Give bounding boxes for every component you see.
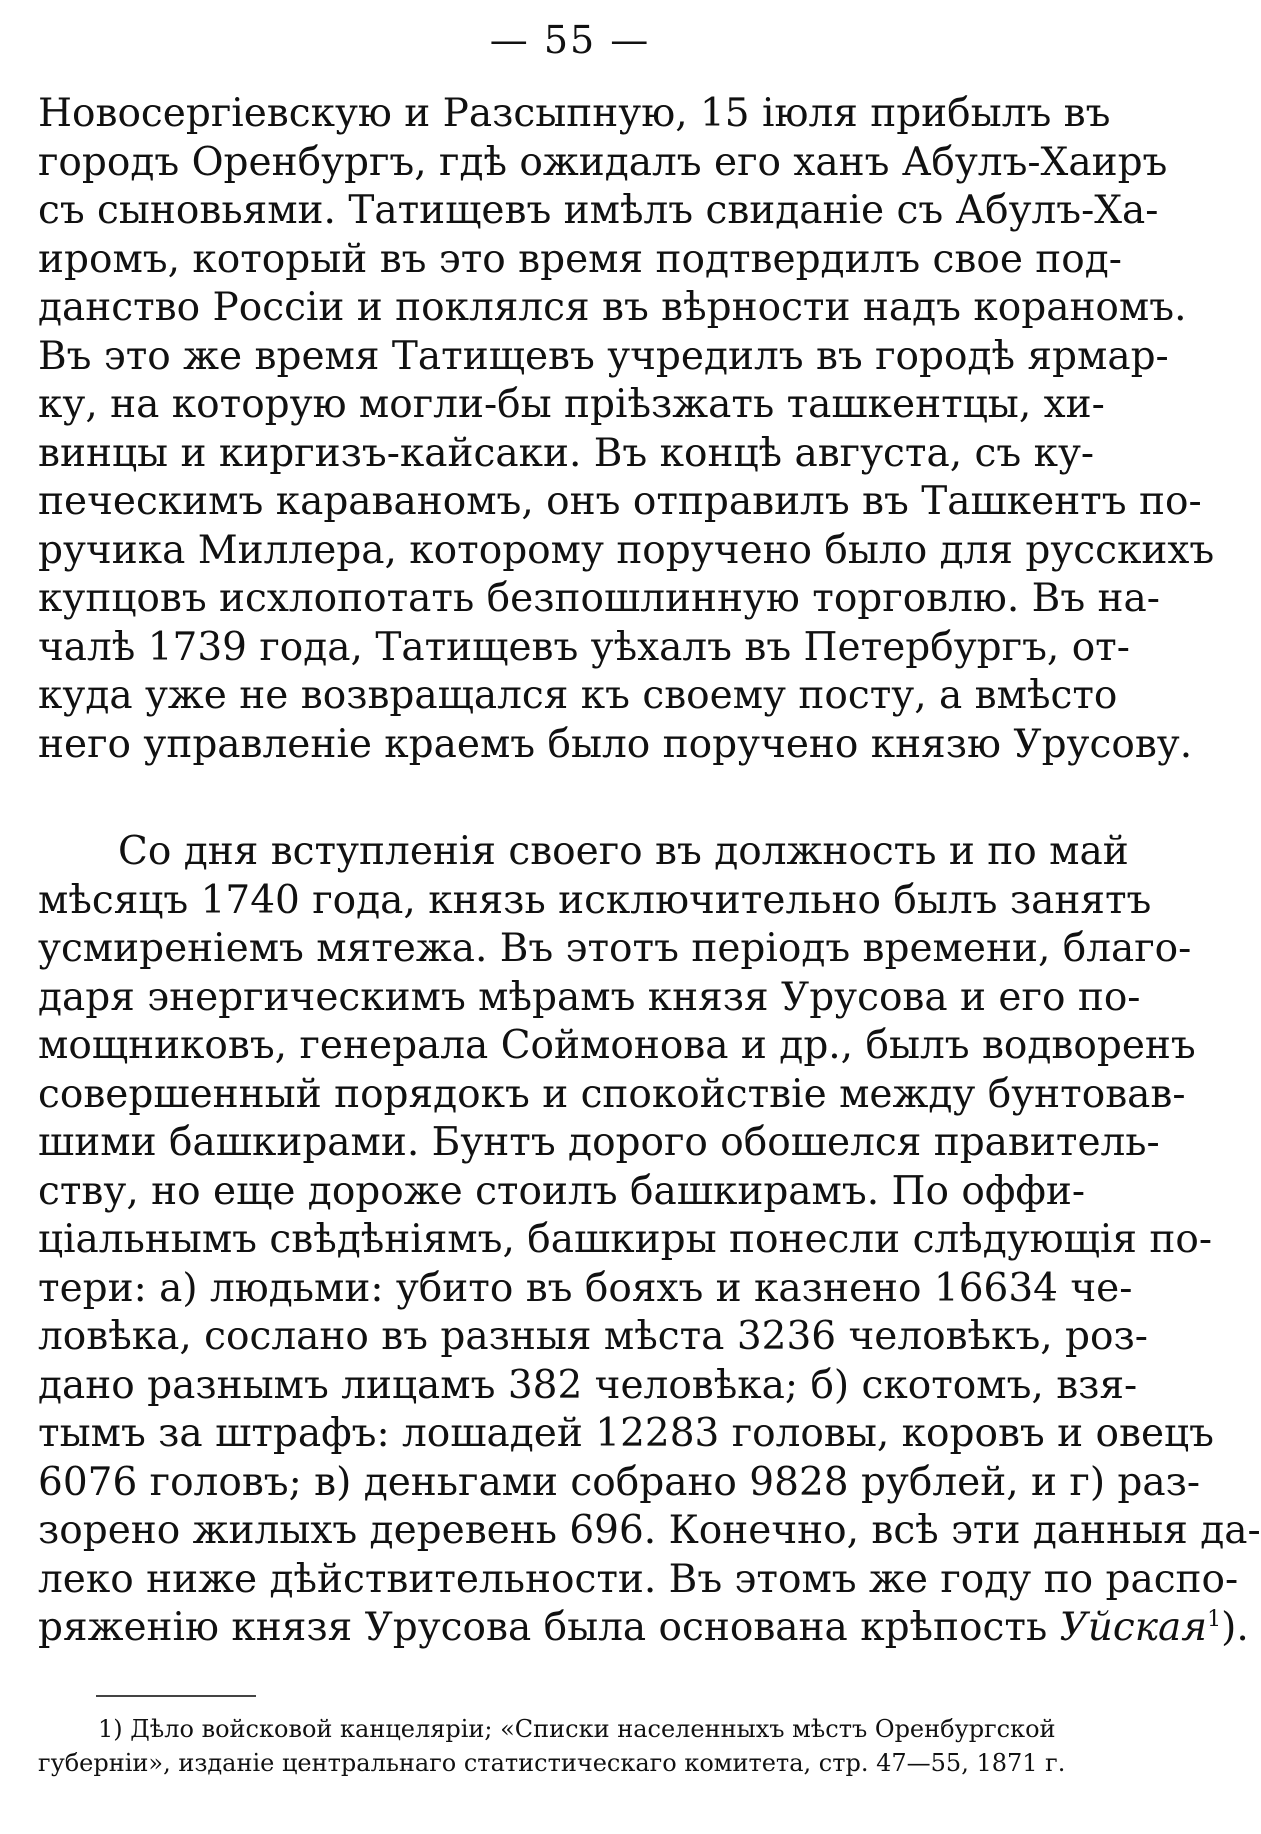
- text-line: съ сыновьями. Татищевъ имѣлъ свиданіе съ Абулъ-Ха-: [38, 188, 1159, 233]
- paragraph-2: [38, 828, 1261, 1653]
- text-line: печескимъ караваномъ, онъ отправилъ въ Ташкентъ по-: [38, 479, 1202, 524]
- text-line: совершенный порядокъ и спокойствіе между бунтовав-: [38, 1071, 1186, 1117]
- text-line: усмиреніемъ мятежа. Въ этотъ періодъ времени, благо-: [38, 926, 1192, 971]
- text-line: ручика Миллера, которому поручено было для русскихъ: [38, 527, 1215, 573]
- text-line: дано разнымъ лицамъ 382 человѣка; б) скотомъ, взя-: [38, 1362, 1138, 1408]
- footnote-line: [38, 1712, 1056, 1746]
- text-line: ку, на которую могли-бы пріѣзжать ташкентцы, хи-: [38, 382, 1105, 427]
- text-line: шими башкирами. Бунтъ дорого обошелся правитель-: [38, 1120, 1160, 1165]
- footnote-marker: 1): [98, 1715, 123, 1743]
- text-line: винцы и киргизъ-кайсаки. Въ концѣ августа, съ ку-: [38, 430, 1095, 476]
- footnote-text: Дѣло войсковой канцеляріи; «Списки населенныхъ мѣстъ Оренбургской: [130, 1715, 1056, 1743]
- text-line: купцовъ исхлопотать безпошлинную торговлю. Въ на-: [38, 576, 1160, 621]
- text-line: чалѣ 1739 года, Татищевъ уѣхалъ въ Петербургъ, от-: [38, 624, 1130, 670]
- footnote-divider: [96, 1695, 256, 1697]
- text-line: данство Россіи и поклялся въ вѣрности надъ кораномъ.: [38, 285, 1187, 330]
- text-line: 6076 головъ; в) деньгами собрано 9828 рублей, и г) раз-: [38, 1459, 1201, 1505]
- text-line: мѣсяцъ 1740 года, князь исключительно былъ занятъ: [38, 877, 1152, 923]
- text-line: тымъ за штрафъ: лошадей 12283 головы, коровъ и овецъ: [38, 1411, 1214, 1456]
- text-line: мощниковъ, генерала Соймонова и др., былъ водворенъ: [38, 1023, 1196, 1068]
- text-line: Новосергіевскую и Разсыпную, 15 іюля прибылъ въ: [38, 91, 1111, 136]
- text-line: куда уже не возвращался къ своему посту, а вмѣсто: [38, 673, 1118, 718]
- text-line: леко ниже дѣйствительности. Въ этомъ же году по распо-: [38, 1556, 1239, 1602]
- closing-punctuation: ).: [1221, 1605, 1249, 1650]
- paragraph-1: [38, 90, 1215, 769]
- text-line: ству, но еще дороже стоилъ башкирамъ. По оффи-: [38, 1168, 1086, 1214]
- text-line: него управленіе краемъ было поручено князю Урусову.: [38, 721, 1193, 767]
- text-line: ціальнымъ свѣдѣніямъ, башкиры понесли слѣдующія по-: [38, 1217, 1212, 1262]
- text-segment: ряженію князя Урусова была основана крѣпость: [38, 1605, 1048, 1650]
- text-line: зорено жилыхъ деревень 696. Конечно, всѣ эти данныя да-: [38, 1508, 1261, 1553]
- text-line: городъ Оренбургъ, гдѣ ожидалъ его ханъ Абулъ-Хаиръ: [38, 139, 1168, 185]
- footnote: [38, 1712, 1066, 1780]
- text-line: Со дня вступленія своего въ должность и по май: [118, 829, 1129, 874]
- page-number: — 55 —: [489, 18, 651, 62]
- text-line: даря энергическимъ мѣрамъ князя Урусова и его по-: [38, 974, 1141, 1020]
- footnote-line: губерніи», изданіе центральнаго статистическаго комитета, стр. 47—55, 1871 г.: [38, 1749, 1066, 1777]
- text-line: Въ это же время Татищевъ учредилъ въ городѣ ярмар-: [38, 333, 1169, 379]
- fortress-name: Уйская: [1059, 1605, 1208, 1650]
- text-line: ловѣка, сослано въ разныя мѣста 3236 человѣкъ, роз-: [38, 1314, 1148, 1359]
- text-line: тери: а) людьми: убито въ бояхъ и казнено 16634 че-: [38, 1265, 1133, 1311]
- text-line: иромъ, который въ это время подтвердилъ свое под-: [38, 236, 1122, 282]
- footnote-reference[interactable]: 1: [1207, 1607, 1222, 1632]
- text-line-final: [38, 1604, 1249, 1653]
